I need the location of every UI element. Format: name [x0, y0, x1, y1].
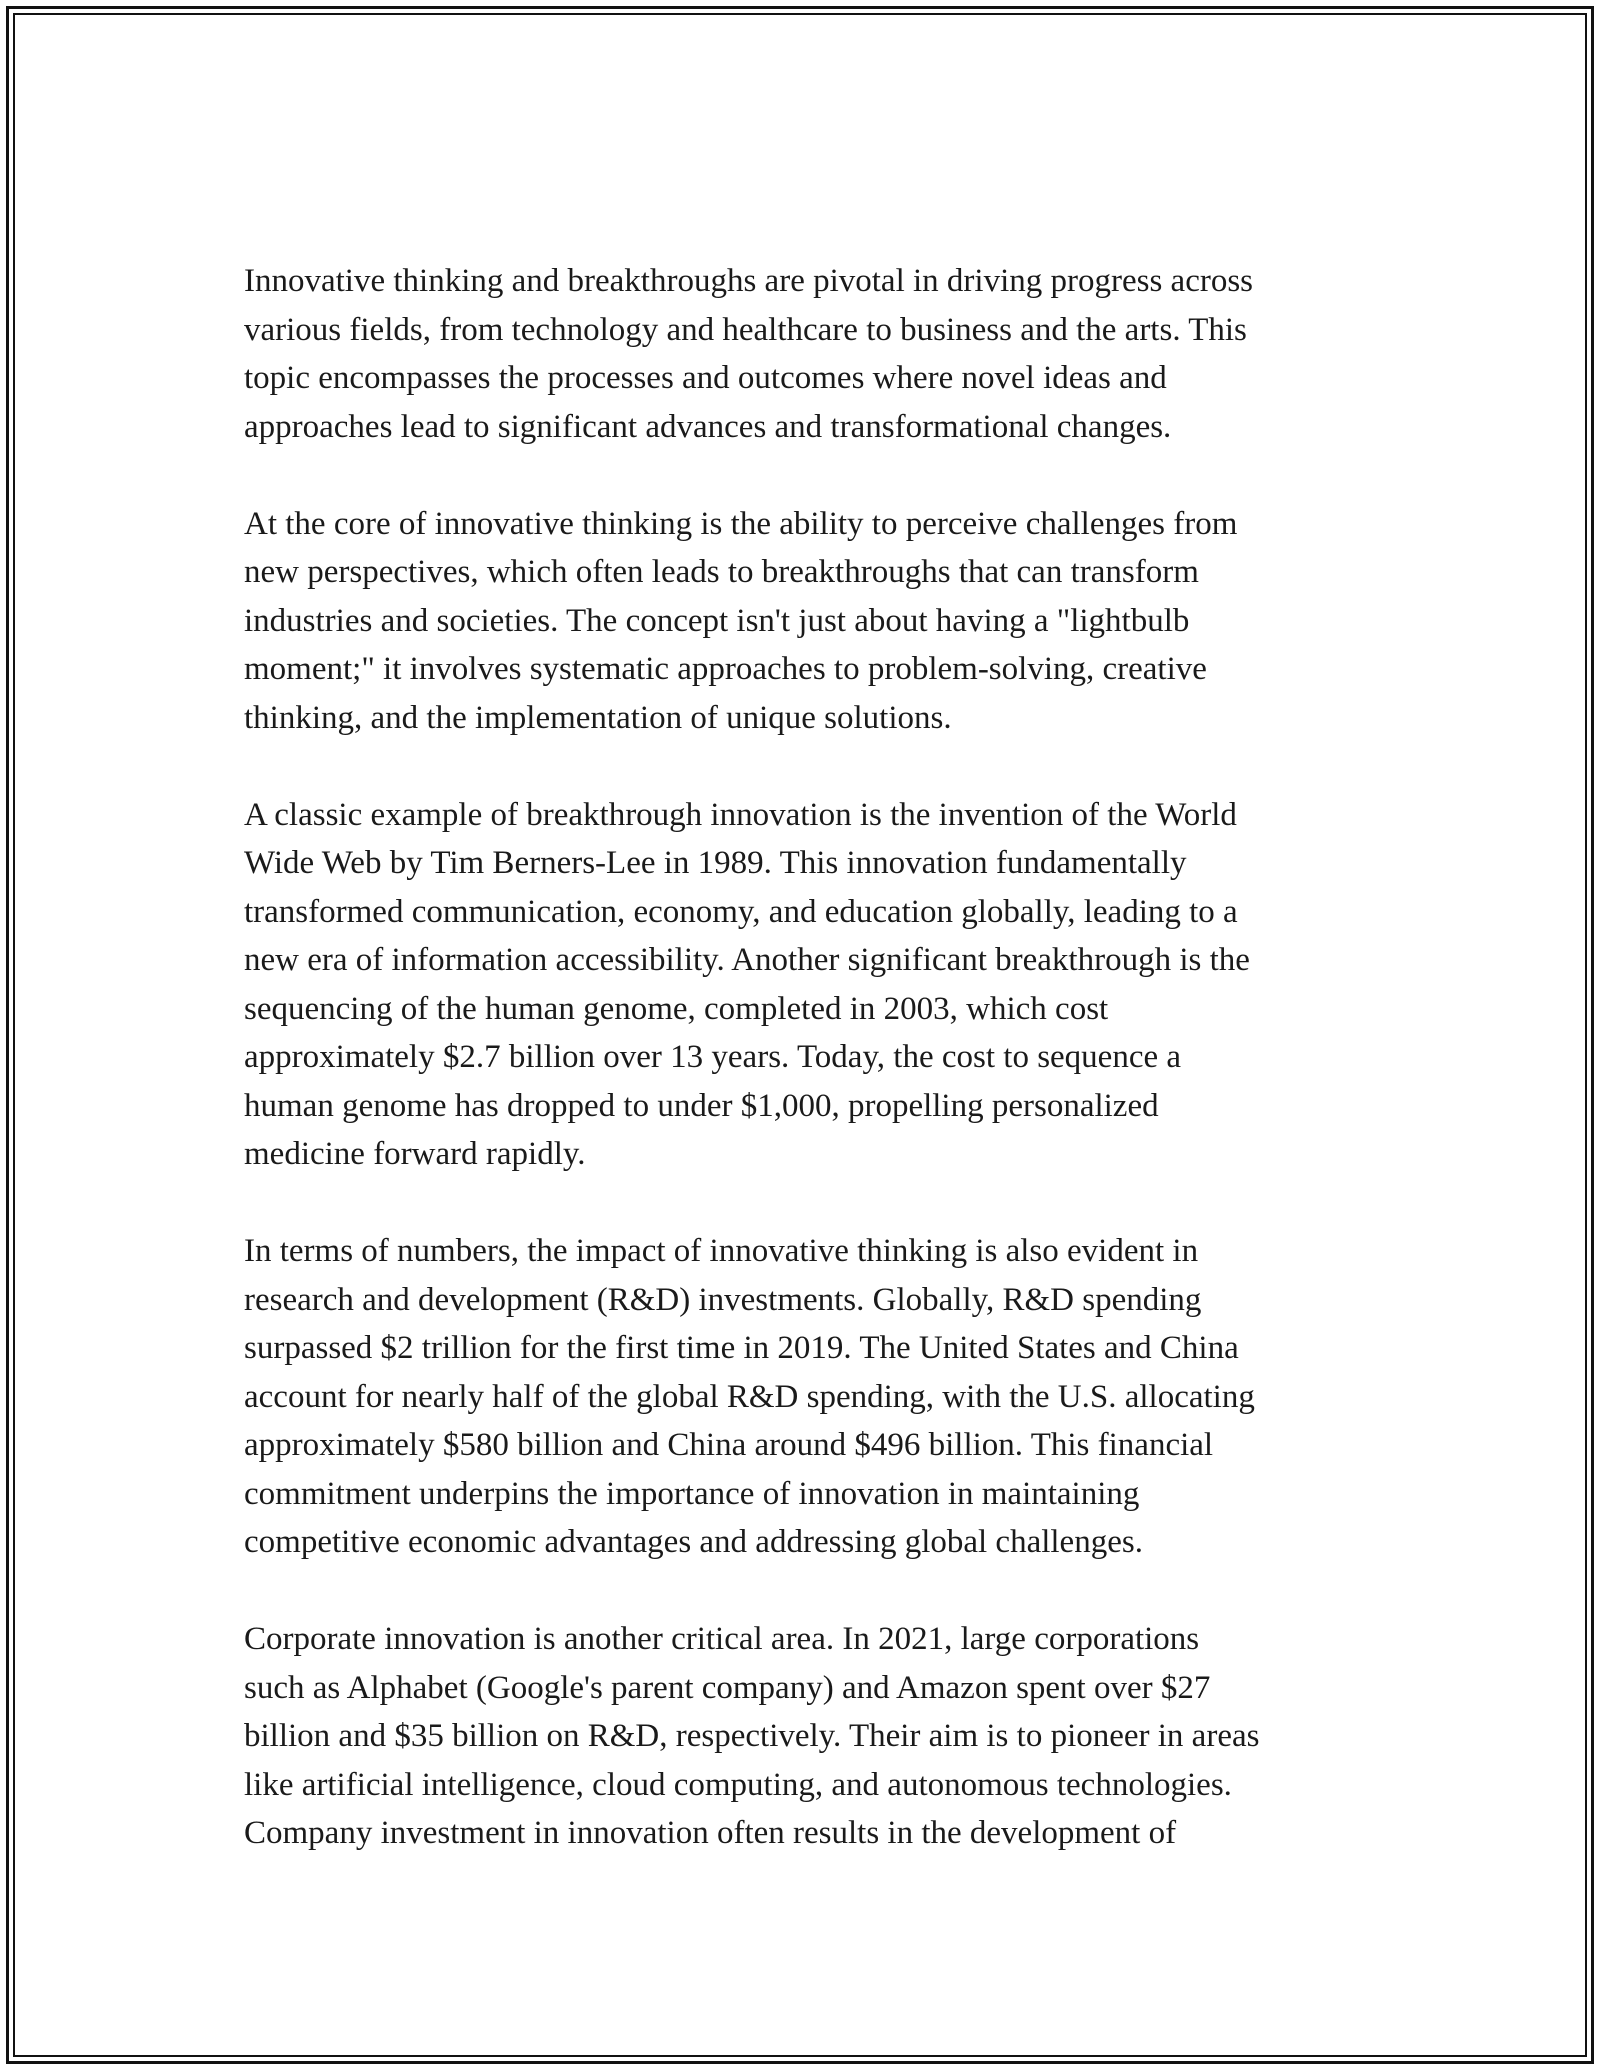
- text-line: Innovative thinking and breakthroughs are pivotal in driving progress across: [244, 263, 1254, 299]
- text-line: transformed communication, economy, and education globally, leading to a: [244, 893, 1238, 930]
- text-line: Corporate innovation is another critical area. In 2021, large corporations: [244, 1621, 1200, 1657]
- text-line: At the core of innovative thinking is the ability to perceive challenges from: [244, 505, 1238, 542]
- document-body: [244, 257, 1384, 1858]
- page-border: [6, 6, 1594, 2064]
- text-line: such as Alphabet (Google's parent company) and Amazon spent over $27: [244, 1669, 1211, 1706]
- text-line: thinking, and the implementation of unique solutions.: [244, 699, 952, 736]
- text-line: In terms of numbers, the impact of innovative thinking is also evident in: [244, 1233, 1199, 1269]
- paragraph-3: [244, 791, 1384, 1179]
- paragraph-2: [244, 500, 1384, 743]
- text-line: like artificial intelligence, cloud computing, and autonomous technologies.: [244, 1766, 1232, 1803]
- text-line: industries and societies. The concept isn't just about having a "lightbulb: [244, 602, 1190, 639]
- text-line: medicine forward rapidly.: [244, 1136, 586, 1172]
- paragraph-4: [244, 1227, 1384, 1567]
- text-line: competitive economic advantages and addressing global challenges.: [244, 1524, 1143, 1560]
- text-line: approximately $2.7 billion over 13 years. Today, the cost to sequence a: [244, 1039, 1182, 1075]
- text-line: new perspectives, which often leads to breakthroughs that can transform: [244, 554, 1199, 590]
- text-line: account for nearly half of the global R&D spending, with the U.S. allocating: [244, 1378, 1255, 1415]
- text-line: A classic example of breakthrough innovation is the invention of the World: [244, 796, 1237, 833]
- text-line: new era of information accessibility. Another significant breakthrough is the: [244, 942, 1250, 978]
- text-line: topic encompasses the processes and outcomes where novel ideas and: [244, 360, 1167, 396]
- text-line: research and development (R&D) investments. Globally, R&D spending: [244, 1281, 1202, 1318]
- text-line: human genome has dropped to under $1,000, propelling personalized: [244, 1087, 1159, 1124]
- text-line: sequencing of the human genome, completed in 2003, which cost: [244, 990, 1109, 1027]
- text-line: Company investment in innovation often results in the development of: [244, 1815, 1177, 1851]
- text-line: billion and $35 billion on R&D, respectively. Their aim is to pioneer in areas: [244, 1718, 1260, 1754]
- text-line: commitment underpins the importance of innovation in maintaining: [244, 1475, 1140, 1512]
- text-line: various fields, from technology and healthcare to business and the arts. This: [244, 311, 1247, 348]
- text-line: moment;" it involves systematic approaches to problem-solving, creative: [244, 651, 1207, 687]
- text-line: approximately $580 billion and China around $496 billion. This financial: [244, 1427, 1214, 1463]
- text-line: Wide Web by Tim Berners-Lee in 1989. This innovation fundamentally: [244, 845, 1187, 881]
- text-line: approaches lead to significant advances and transformational changes.: [244, 408, 1172, 445]
- paragraph-1: [244, 257, 1384, 451]
- text-line: surpassed $2 trillion for the first time in 2019. The United States and China: [244, 1330, 1239, 1366]
- paragraph-5: [244, 1615, 1384, 1858]
